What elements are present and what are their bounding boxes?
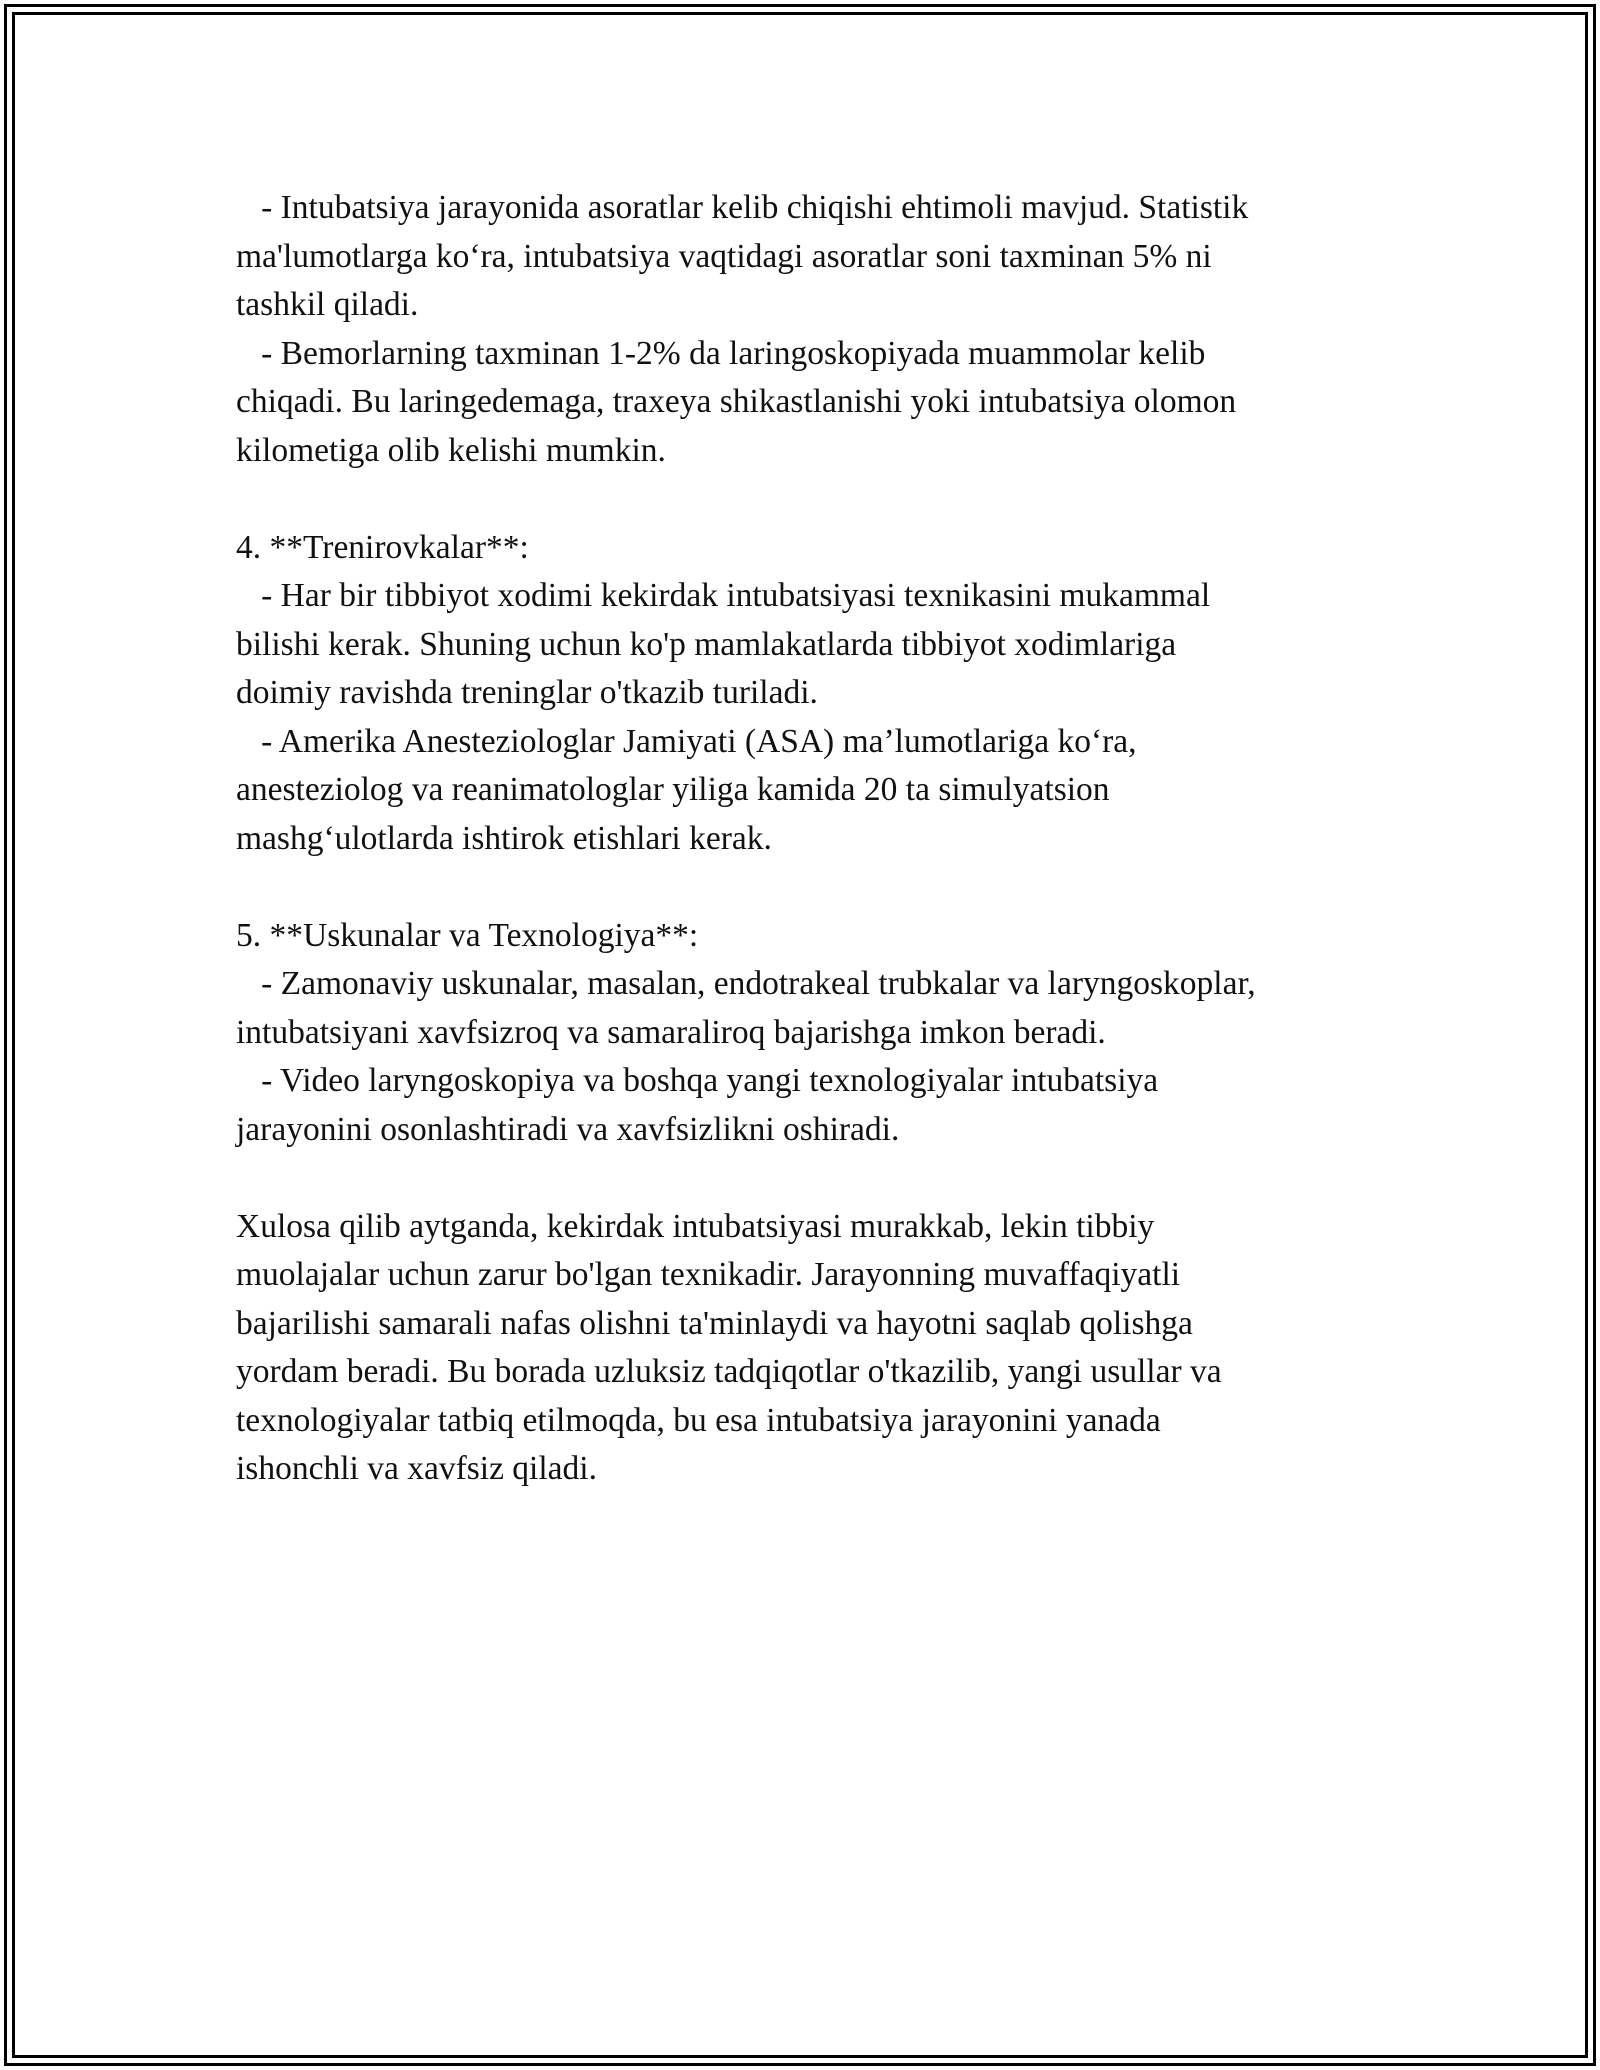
document-body <box>236 184 1376 1494</box>
text-line: intubatsiyani xavfsizroq va samaraliroq bajarishga imkon beradi. <box>236 1013 1106 1051</box>
blank-line <box>236 1154 1376 1203</box>
section-heading: 5. **Uskunalar va Texnologiya**: <box>236 916 699 954</box>
text-line: jarayonini osonlashtiradi va xavfsizlikni oshiradi. <box>236 1110 900 1148</box>
text-line: - Bemorlarning taxminan 1-2% da laringoskopiyada muammolar kelib <box>236 334 1206 372</box>
text-line: - Amerika Anesteziologlar Jamiyati (ASA) ma’lumotlariga ko‘ra, <box>236 722 1137 760</box>
text-line: bilishi kerak. Shuning uchun ko'p mamlakatlarda tibbiyot xodimlariga <box>236 625 1177 663</box>
conclusion-line: texnologiyalar tatbiq etilmoqda, bu esa intubatsiya jarayonini yanada <box>236 1401 1161 1439</box>
text-line: ma'lumotlarga ko‘ra, intubatsiya vaqtidagi asoratlar soni taxminan 5% ni <box>236 237 1212 275</box>
conclusion-line: yordam beradi. Bu borada uzluksiz tadqiqotlar o'tkazilib, yangi usullar va <box>236 1353 1222 1390</box>
blank-line <box>236 863 1376 912</box>
conclusion-line: ishonchli va xavfsiz qiladi. <box>236 1450 597 1487</box>
blank-line <box>236 475 1376 524</box>
conclusion-line: bajarilishi samarali nafas olishni ta'minlaydi va hayotni saqlab qolishga <box>236 1304 1193 1342</box>
conclusion-line: muolajalar uchun zarur bo'lgan texnikadir. Jarayonning muvaffaqiyatli <box>236 1256 1181 1293</box>
text-line: - Zamonaviy uskunalar, masalan, endotrakeal trubkalar va laryngoskoplar, <box>236 965 1256 1002</box>
conclusion-line: Xulosa qilib aytganda, kekirdak intubatsiyasi murakkab, lekin tibbiy <box>236 1207 1155 1245</box>
text-line: - Intubatsiya jarayonida asoratlar kelib chiqishi ehtimoli mavjud. Statistik <box>236 189 1249 226</box>
text-line: mashg‘ulotlarda ishtirok etishlari kerak. <box>236 819 772 857</box>
text-line: kilometiga olib kelishi mumkin. <box>236 431 666 469</box>
text-line: chiqadi. Bu laringedemaga, traxeya shikastlanishi yoki intubatsiya olomon <box>236 383 1237 420</box>
text-line: doimiy ravishda treninglar o'tkazib turiladi. <box>236 674 818 711</box>
text-line: - Video laryngoskopiya va boshqa yangi texnologiyalar intubatsiya <box>236 1062 1159 1099</box>
section-heading: 4. **Trenirovkalar**: <box>236 528 529 566</box>
text-line: anesteziolog va reanimatologlar yiliga kamida 20 ta simulyatsion <box>236 771 1110 808</box>
text-line: - Har bir tibbiyot xodimi kekirdak intubatsiyasi texnikasini mukammal <box>236 577 1211 614</box>
text-line: tashkil qiladi. <box>236 286 419 323</box>
